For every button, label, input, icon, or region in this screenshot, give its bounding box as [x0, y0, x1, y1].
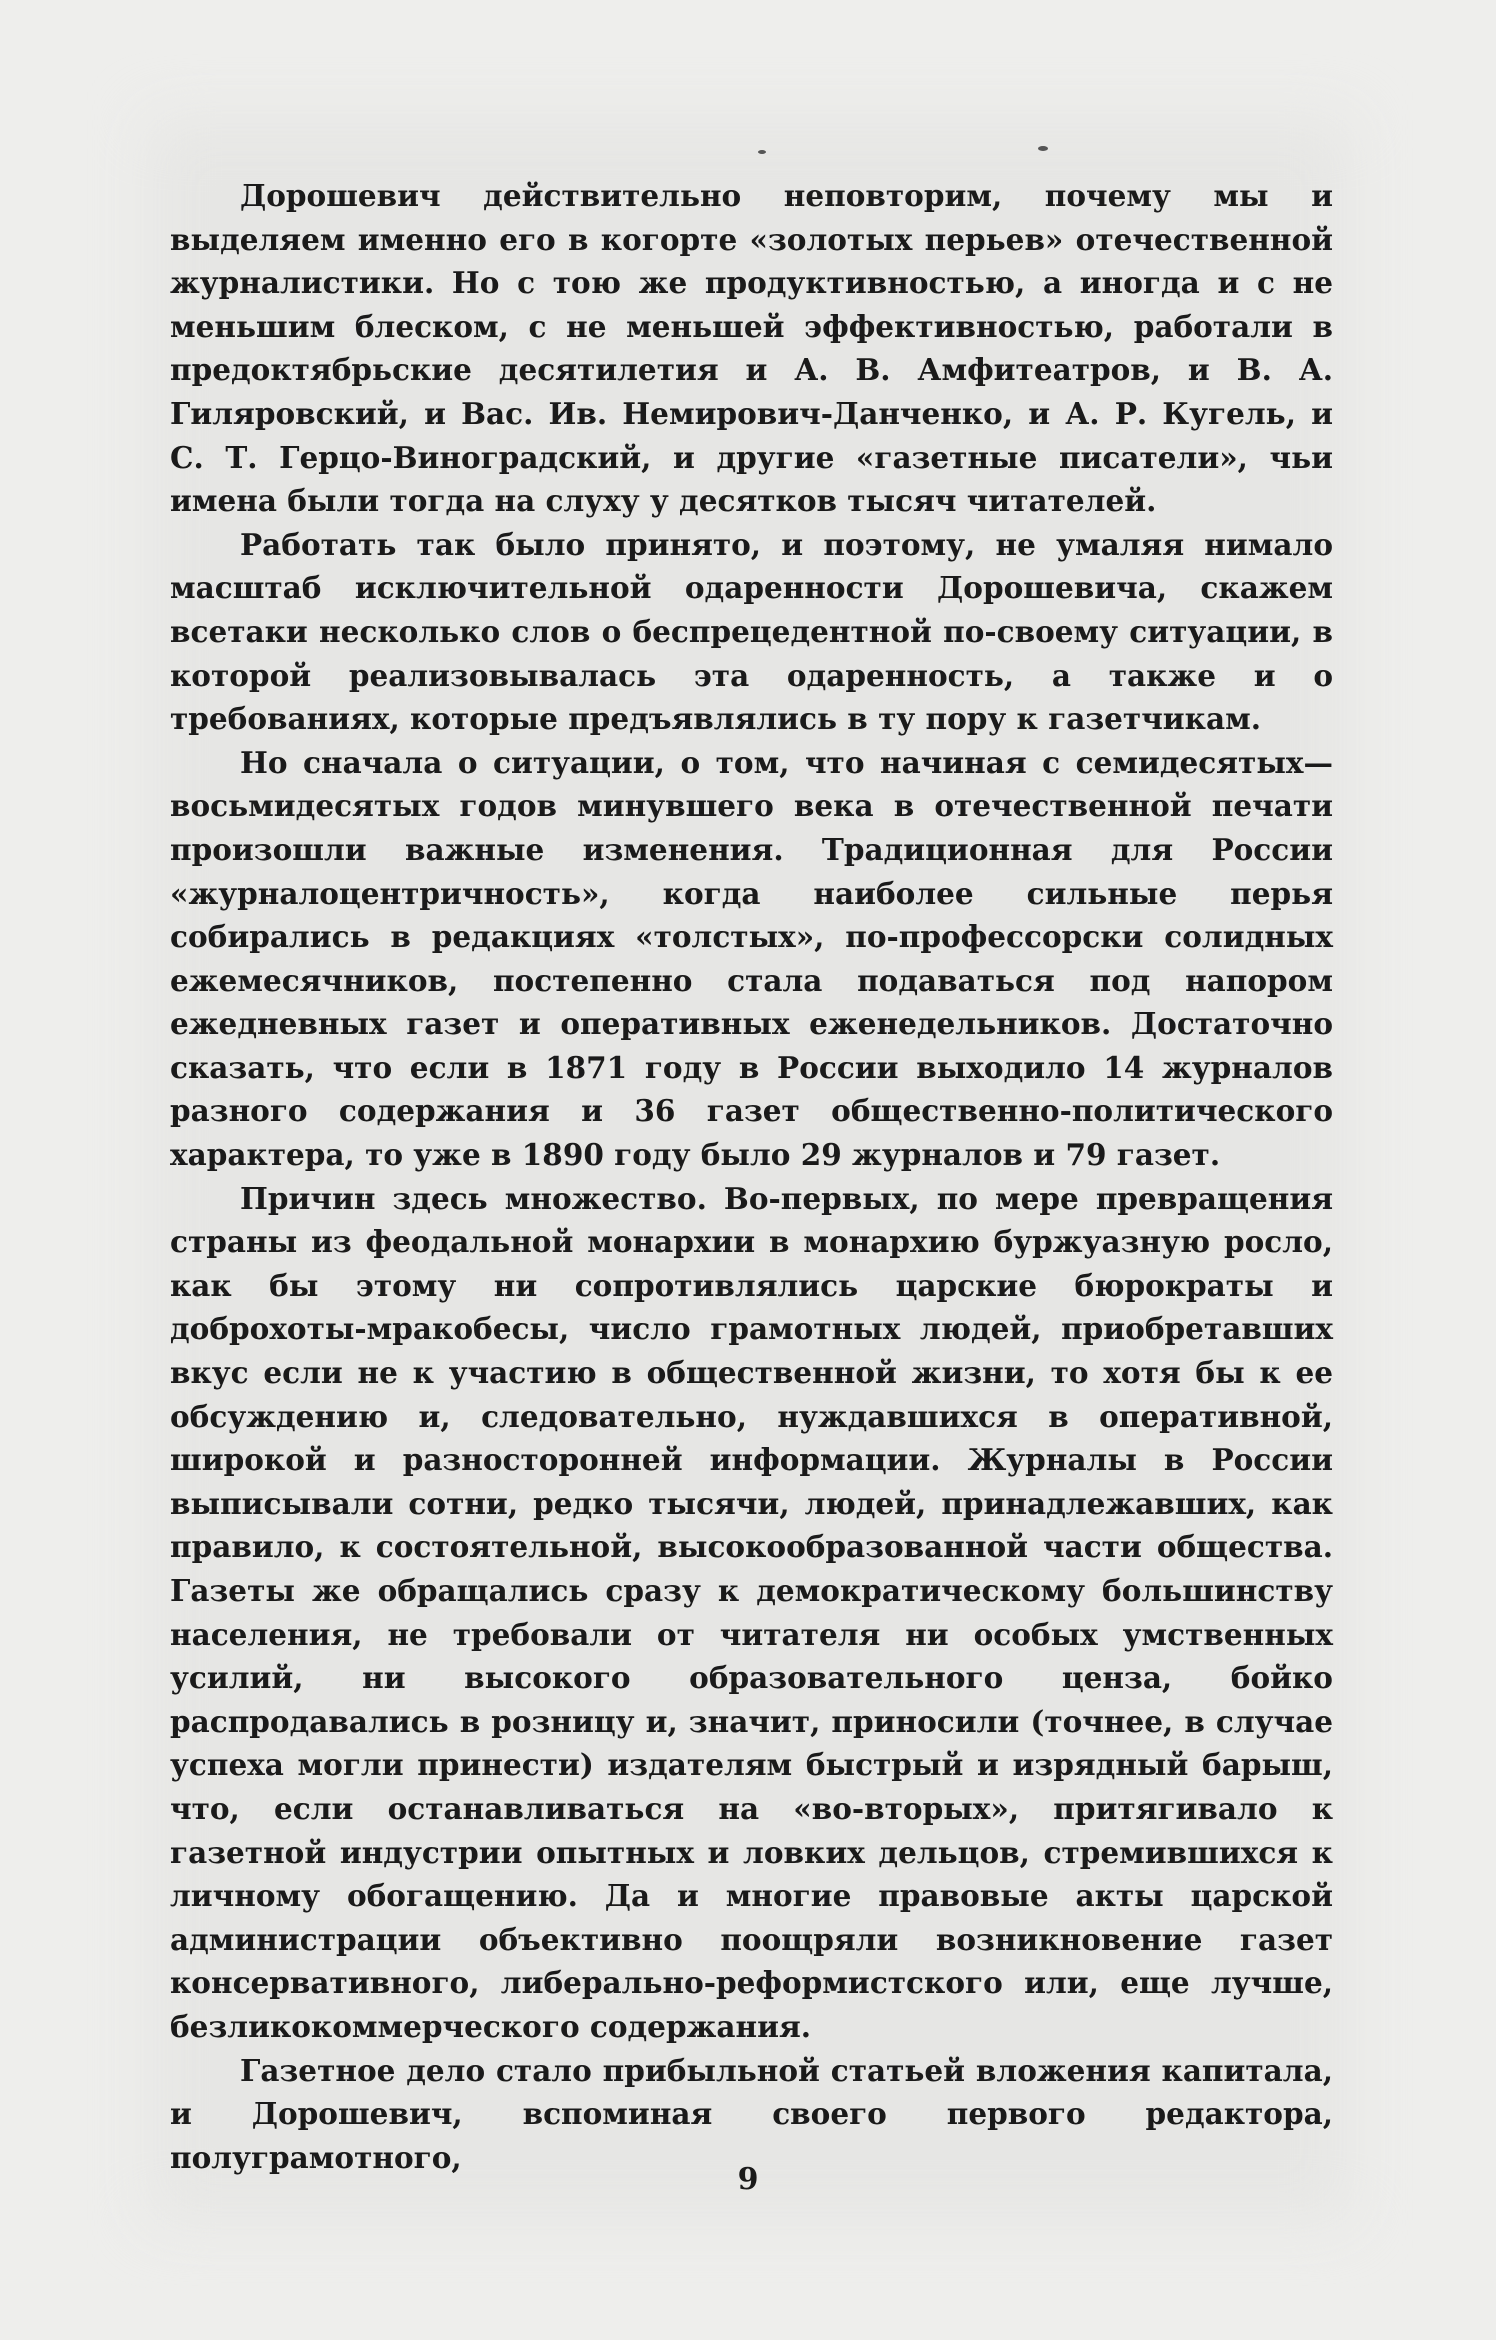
paragraph: Газетное дело стало прибыльной статьей вложения капитала, и Дорошевич, вспоминая своего первого редактора, полуграмотного, [170, 2052, 1333, 2175]
page-number: 9 [737, 2162, 759, 2197]
paragraph: Дорошевич действительно неповторим, почему мы и выделяем именно его в когорте «золотых перьев» отечественной журналистики. Но с тою же продуктивностью, а иногда и с не меньшим блеском, с не меньшей эффективностью, работали в предоктябрьские десятилетия и А. В. Амфитеатров, и В. А. Гиляровский, и Вас. Ив. Немирович-Данченко, и А. Р. Кугель, и С. Т. Герцо-Виноградский, и другие «газетные писатели», чьи имена были тогда на слуху у десятков тысяч читателей. [170, 178, 1333, 519]
body-text [170, 174, 1333, 2179]
paragraph: Причин здесь множество. Во-первых, по мере превращения страны из феодальной монархии в монархию буржуазную росло, как бы этому ни сопротивлялись царские бюрократы и доброхоты-мракобесы, число грамотных людей, приобретавших вкус если не к участию в общественной жизни, то хотя бы к ее обсуждению и, следовательно, нуждавшихся в оперативной, широкой и разносторонней информации. Журналы в России выписывали сотни, редко тысячи, людей, принадлежавших, как правило, к состоятельной, высокообразованной части общества. Газеты же обращались сразу к демократическому большинству населения, не требовали от читателя ни особых умственных усилий, ни высокого образовательного ценза, бойко распродавались в розницу и, значит, приносили (точнее, в случае успеха могли принести) издателям быстрый и изрядный барыш, что, если останавливаться на «во-вторых», притягивало к газетной индустрии опытных и ловких дельцов, стремившихся к личному обогащению. Да и многие правовые акты царской администрации объективно поощряли возникновение газет консервативного, либерально-реформистского или, еще лучше, безликокоммерческого содержания. [170, 1180, 1333, 2044]
paragraph: Но сначала о ситуации, о том, что начиная с семидесятых—восьмидесятых годов минувшего века в отечественной печати произошли важные изменения. Традиционная для России «журналоцентричность», когда наиболее сильные перья собирались в редакциях «толстых», по-профессорски солидных ежемесячников, постепенно стала подаваться под напором ежедневных газет и оперативных еженедельников. Достаточно сказать, что если в 1871 году в России выходило 14 журналов разного содержания и 36 газет общественно-политического характера, то уже в 1890 году было 29 журналов и 79 газет. [170, 744, 1333, 1173]
print-speck [1038, 146, 1048, 151]
print-speck [758, 150, 766, 154]
paragraph: Работать так было принято, и поэтому, не умаляя нимало масштаб исключительной одаренности Дорошевича, скажем всетаки несколько слов о беспрецедентной по-своему ситуации, в которой реализовывалась эта одаренность, а также и о требованиях, которые предъявлялись в ту пору к газетчикам. [170, 526, 1333, 737]
